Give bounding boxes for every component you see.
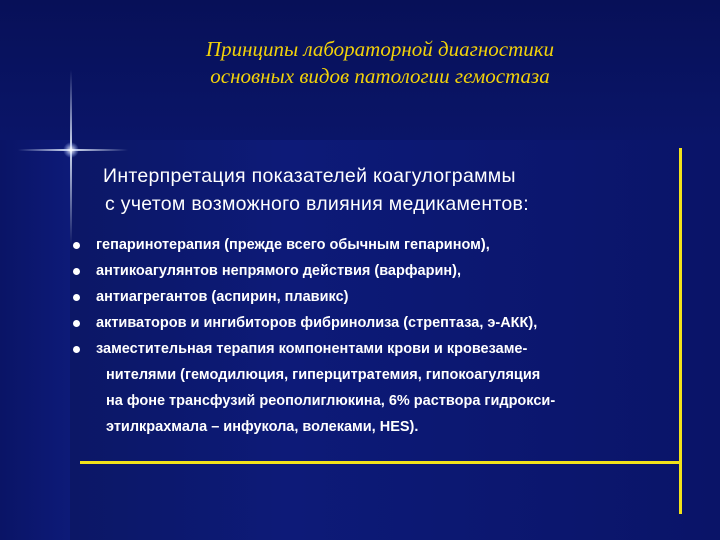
list-item-text: гепаринотерапия (прежде всего обычным гепарином), [96,237,490,253]
slide-title-line-1: Принципы лабораторной диагностики [205,37,555,61]
sparkle-icon [63,142,79,158]
bullet-list [70,232,675,440]
accent-vertical-line [679,148,682,514]
slide-title [0,36,720,90]
list-item-text: заместительная терапия компонентами крови и кровезаме- [96,341,528,357]
list-item-continuation: нителями (гемодилюция, гиперцитратемия, гипокоагуляция [106,367,541,383]
section-heading-line-2: с учетом возможного влияния медикаментов: [105,193,529,215]
list-item [70,232,675,258]
section-heading [103,162,678,218]
list-item-continuation: на фоне трансфузий реополиглюкина, 6% раствора гидрокси- [106,393,556,409]
list-item-text: антикоагулянтов непрямого действия (варфарин), [96,263,461,279]
accent-horizontal-line [80,461,679,464]
list-item [70,336,675,440]
left-band [0,140,70,540]
list-item [70,258,675,284]
list-item-text: антиагрегантов (аспирин, плавикс) [96,289,349,305]
section-heading-line-1: Интерпретация показателей коагулограммы [103,165,516,187]
list-item [70,310,675,336]
list-item-continuation: этилкрахмала – инфукола, волеками, HES). [106,419,419,435]
slide-title-line-2: основных видов патологии гемостаза [210,64,550,88]
list-item-text: активаторов и ингибиторов фибринолиза (стрептаза, э-АКК), [96,315,538,331]
list-item [70,284,675,310]
